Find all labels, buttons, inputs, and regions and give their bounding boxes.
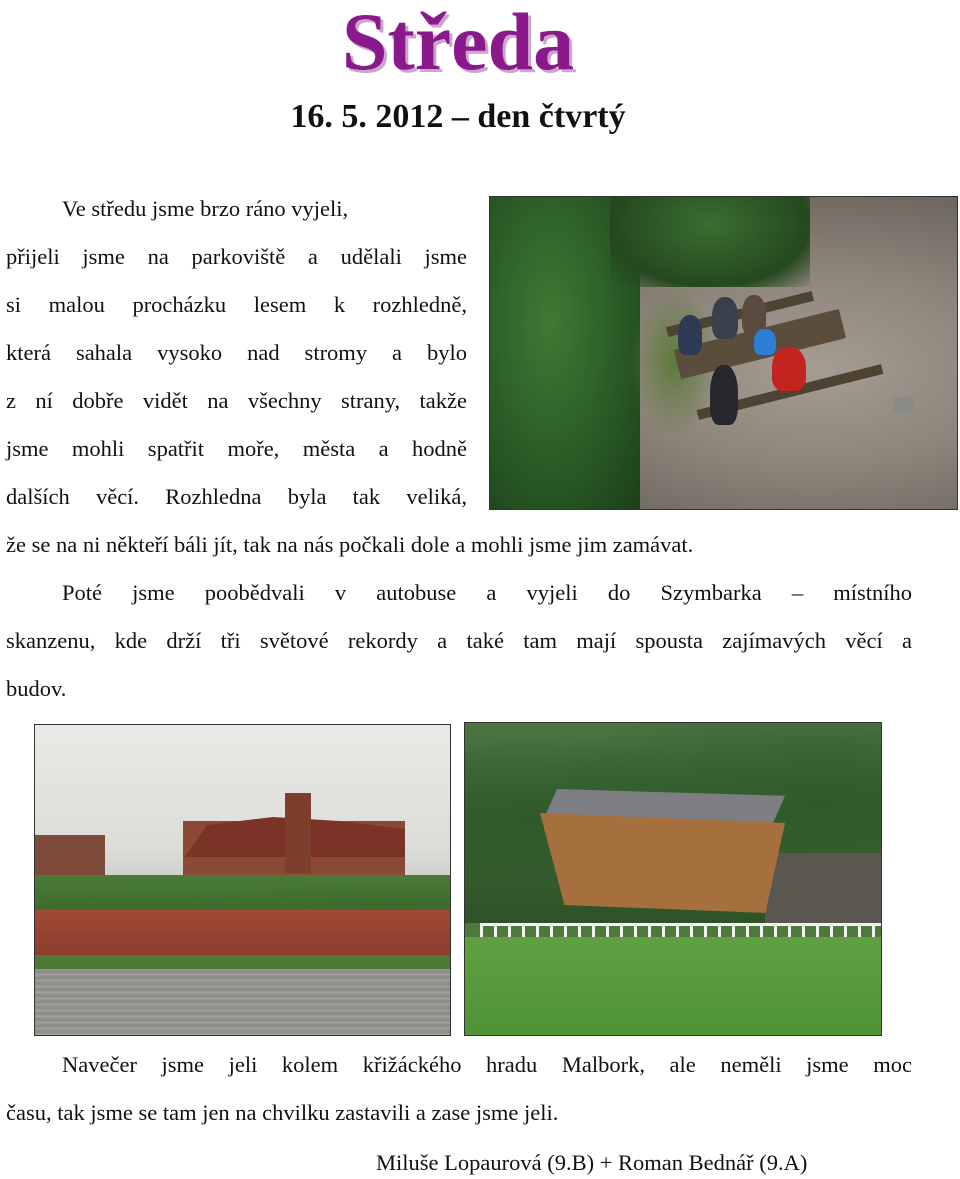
para1-line: si malou procházku lesem k rozhledně,	[6, 292, 467, 317]
page-subtitle: 16. 5. 2012 – den čtvrtý	[290, 98, 626, 135]
para1-line: dalších věcí. Rozhledna byla tak veliká,	[6, 484, 467, 509]
author-signature: Miluše Lopaurová (9.B) + Roman Bednář (9.A)	[376, 1150, 808, 1175]
photo-picnic-table	[489, 196, 958, 510]
para1-line: Ve středu jsme brzo ráno vyjeli,	[62, 196, 349, 221]
para1-line: jsme mohli spatřit moře, města a hodně	[6, 436, 467, 461]
page-title: Středa	[341, 0, 575, 87]
para1-line: že se na ni někteří báli jít, tak na nás počkali dole a mohli jsme jim zamávat.	[6, 532, 694, 557]
photo-upside-down-house	[464, 722, 882, 1036]
photo-malbork-castle	[34, 724, 451, 1036]
para1-line: z ní dobře vidět na všechny strany, takže	[6, 388, 467, 413]
para3-line: Navečer jsme jeli kolem křižáckého hradu Malbork, ale neměli jsme moc	[62, 1052, 912, 1077]
para2-line: skanzenu, kde drží tři světové rekordy a také tam mají spousta zajímavých věcí a	[6, 628, 912, 653]
para1-line: která sahala vysoko nad stromy a bylo	[6, 340, 467, 365]
para2-line: budov.	[6, 676, 67, 701]
para1-line: přijeli jsme na parkoviště a udělali jsme	[6, 244, 467, 269]
para3-line: času, tak jsme se tam jen na chvilku zastavili a zase jsme jeli.	[6, 1100, 559, 1125]
para2-line: Poté jsme poobědvali v autobuse a vyjeli do Szymbarka – místního	[62, 580, 912, 605]
